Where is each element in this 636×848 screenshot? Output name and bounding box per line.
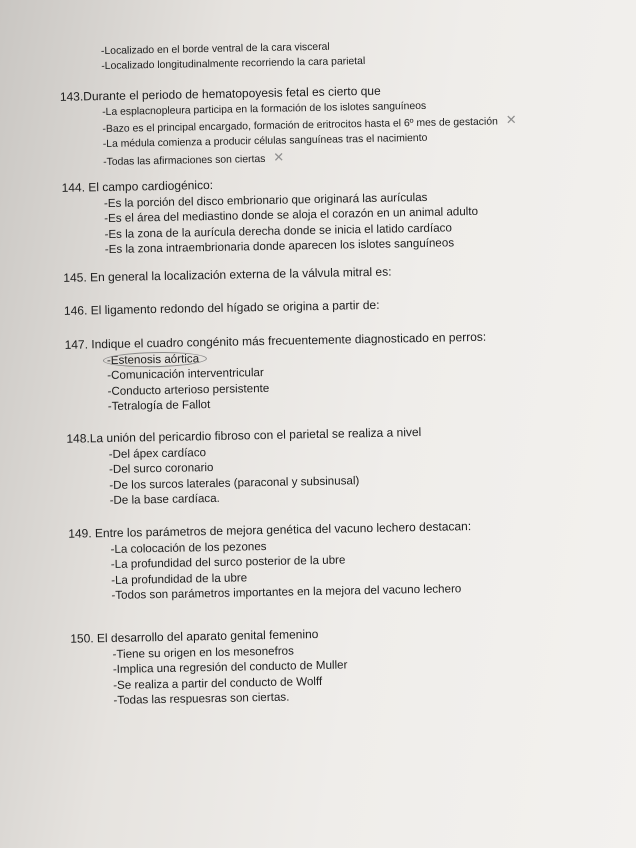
option-line: -La profundidad de la ubre [111,571,248,587]
option-line: -Localizado longitudinalmente recorriendo la cara parietal [101,56,366,73]
option-line: -Es la zona intraembrionaria donde aparecen los islotes sanguíneos [104,236,455,257]
option-line: -Comunicación interventricular [107,366,264,383]
option-line: -Implica una regresión del conducto de Muller [112,658,348,677]
question-text: 148.La unión del pericardio fibroso con el parietal se realiza a nivel [66,424,422,446]
option-line: -Tetralogía de Fallot [107,398,211,414]
question-147 [7,327,636,417]
cross-mark-icon: ✕ [273,149,285,165]
question-text: 145. En general la localización externa de la válvula mitral es: [63,264,392,285]
question-144 [3,170,636,260]
option-line: -Es la porción del disco embrionario que originará las aurículas [103,190,428,210]
question-text: 150. El desarrollo del aparato genital femenino [70,627,319,646]
question-146 [6,293,636,321]
option-line: -La profundidad del surco posterior de la ubre [110,553,346,572]
question-text: 146. El ligamento redondo del hígado se origina a partir de: [63,297,380,318]
option-line: -La esplacnopleura participa en la formación de los islotes sanguíneos [102,100,427,118]
option-line: -Se realiza a partir del conducto de Wolff [113,674,323,692]
option-line: -Todas las respuesras son ciertas. [113,690,290,708]
circled-answer: -Estenosis aórtica [106,351,200,367]
option-line: -Del surco coronario [108,461,214,477]
question-text: 149. Entre los parámetros de mejora genética del vacuno lechero destacan: [68,519,472,541]
option-line: -La colocación de los pezones [110,539,267,556]
option-line: -De la base cardíaca. [109,492,220,508]
question-text: 147. Indique el cuadro congénito más frecuentemente diagnosticado en perros: [64,329,487,352]
question-150 [12,621,636,711]
option-line: -Todos son parámetros importantes en la mejora del vacuno lechero [111,582,462,603]
option-line: -Es el área del mediastino donde se aloja el corazón en un animal adulto [104,205,479,226]
question-149 [10,516,636,606]
question-text: 144. El campo cardiogénico: [61,177,214,195]
option-line: -La médula comienza a producir células sanguíneas tras el nacimiento [102,133,428,151]
question-148 [8,421,636,511]
option-line: -Localizado en el borde ventral de la cara visceral [100,41,330,58]
option-text: -Todas las afirmaciones son ciertas [103,153,266,168]
option-line: -Del ápex cardíaco [108,445,207,461]
option-line: -Tiene su origen en los mesonefros [112,644,294,661]
question-143 [2,79,636,172]
question-text: 143.Durante el periodo de hematopoyesis fetal es cierto que [59,83,381,104]
previous-question-options [1,34,636,77]
cross-mark-icon: ✕ [505,112,517,128]
option-line: -De los surcos laterales (paraconal y subsinusal) [109,473,360,492]
option-line: -Conducto arterioso persistente [107,381,270,398]
option-line: -Es la zona de la aurícula derecha donde se inicia el latido cardíaco [104,221,452,241]
option-text: -Bazo es el principal encargado, formación de eritrocitos hasta el 6º mes de gestación [102,116,498,136]
question-145 [5,260,636,288]
